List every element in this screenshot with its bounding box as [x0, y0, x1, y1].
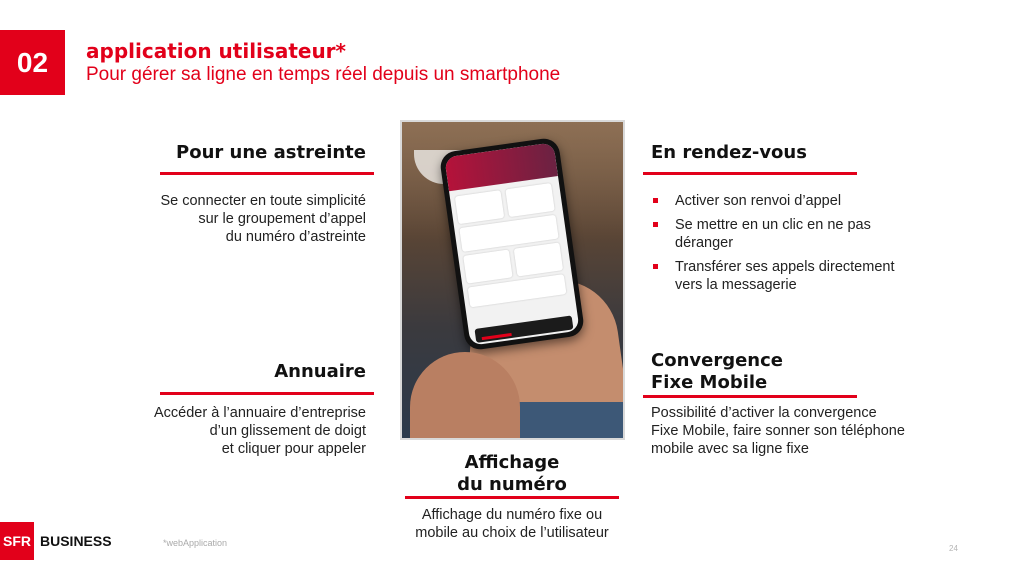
app-tile — [505, 183, 554, 217]
convergence-line: Fixe Mobile, faire sonner son téléphone — [651, 423, 905, 439]
rendezvous-list — [651, 192, 971, 300]
page-subtitle: Pour gérer sa ligne en temps réel depuis un smartphone — [86, 64, 561, 85]
convergence-line: mobile avec sa ligne fixe — [651, 441, 809, 457]
annuaire-line: d’un glissement de doigt — [209, 423, 366, 439]
rendezvous-bullet — [651, 192, 971, 210]
astreinte-line: sur le groupement d’appel — [198, 211, 366, 227]
bullet-line: Transférer ses appels directement — [675, 259, 895, 275]
astreinte-underline — [160, 172, 374, 175]
bullet-line: Se mettre en un clic en ne pas — [675, 217, 871, 233]
convergence-text — [651, 404, 971, 458]
convergence-underline — [643, 395, 857, 398]
footnote: *webApplication — [163, 538, 228, 548]
bullet-line: Activer son renvoi d’appel — [675, 193, 842, 209]
app-tile — [455, 190, 504, 224]
convergence-heading — [651, 350, 871, 394]
affichage-heading-line: Affichage — [464, 452, 560, 473]
bullet-line: vers la messagerie — [675, 277, 797, 293]
affichage-underline — [405, 496, 619, 499]
annuaire-line: Accéder à l’annuaire d’entreprise — [154, 405, 366, 421]
app-screen-image — [444, 142, 579, 345]
business-wordmark: BUSINESS — [40, 533, 112, 549]
sleeve-image — [512, 402, 625, 440]
astreinte-heading: Pour une astreinte — [176, 142, 366, 163]
affichage-heading — [405, 452, 619, 496]
convergence-heading-line: Fixe Mobile — [651, 372, 768, 393]
sfr-business-logo — [0, 522, 112, 560]
rendezvous-heading: En rendez-vous — [651, 142, 807, 163]
rendezvous-bullet — [651, 216, 971, 252]
section-number-badge: 02 — [0, 30, 65, 95]
affichage-heading-line: du numéro — [457, 474, 567, 495]
annuaire-heading: Annuaire — [274, 361, 366, 382]
convergence-heading-line: Convergence — [651, 350, 783, 371]
annuaire-text — [90, 404, 366, 458]
sfr-logo-mark: SFR — [0, 522, 34, 560]
convergence-line: Possibilité d’activer la convergence — [651, 405, 877, 421]
bullet-line: déranger — [675, 235, 734, 251]
affichage-line: mobile au choix de l’utilisateur — [415, 525, 609, 541]
rendezvous-underline — [643, 172, 857, 175]
astreinte-line: Se connecter en toute simplicité — [160, 193, 366, 209]
page-title: application utilisateur* — [86, 39, 346, 63]
rendezvous-bullet — [651, 258, 971, 294]
affichage-line: Affichage du numéro fixe ou — [421, 507, 603, 523]
page-number: 24 — [949, 544, 958, 553]
annuaire-line: et cliquer pour appeler — [221, 441, 366, 457]
annuaire-underline — [160, 392, 374, 395]
app-tile — [463, 250, 512, 284]
astreinte-text — [100, 192, 366, 246]
app-tile — [514, 242, 563, 276]
smartphone-photo — [400, 120, 625, 440]
affichage-text — [380, 506, 644, 542]
astreinte-line: du numéro d’astreinte — [225, 229, 366, 245]
